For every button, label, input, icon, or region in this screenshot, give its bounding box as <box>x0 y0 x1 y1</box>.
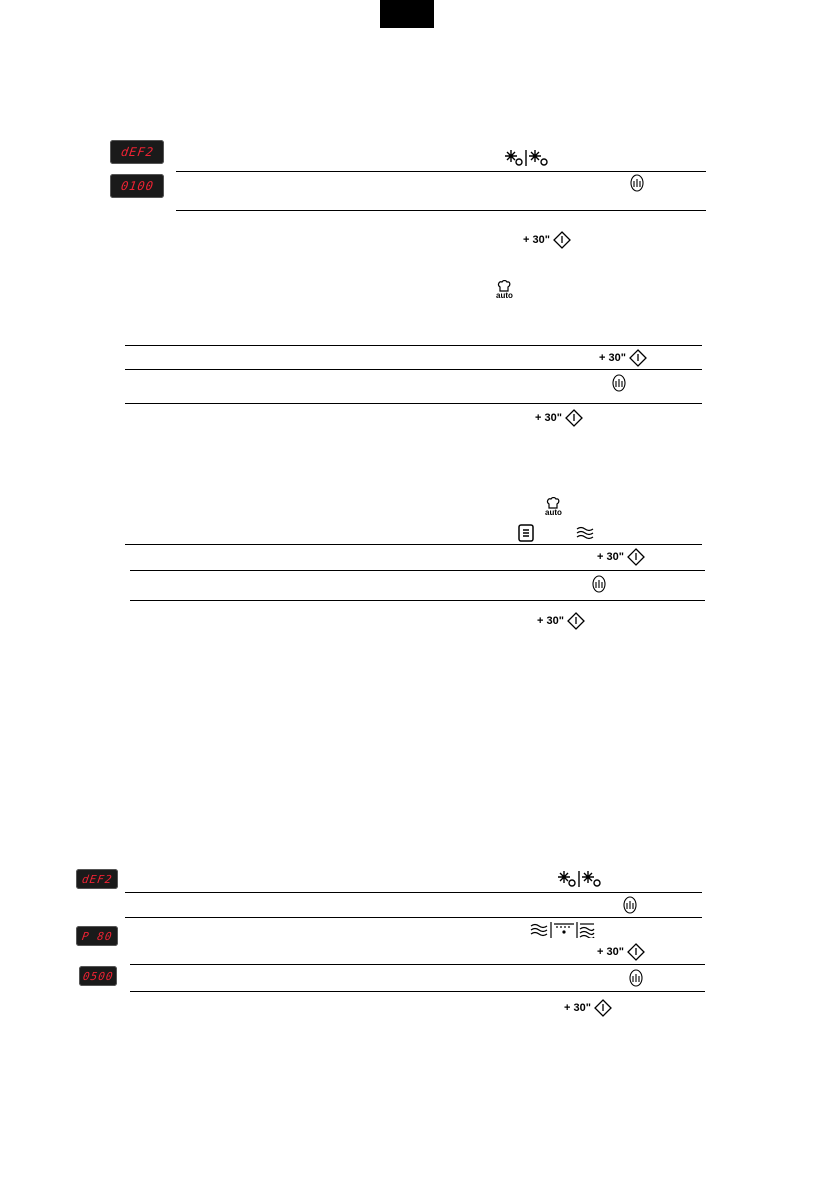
hand-dial-icon[interactable] <box>592 575 606 593</box>
plus30-start[interactable]: + 30" <box>523 231 571 249</box>
lcd-display-def: dEF2 <box>110 140 164 164</box>
plus30-start[interactable]: + 30" <box>597 943 645 961</box>
hand-dial-icon[interactable] <box>612 374 626 392</box>
auto-chef-icon[interactable]: auto <box>545 497 562 517</box>
page-tab <box>380 0 434 28</box>
divider <box>130 600 705 601</box>
defrost-icons[interactable] <box>504 150 558 166</box>
plus30-start[interactable]: + 30" <box>537 612 585 630</box>
divider <box>125 369 702 370</box>
menu-icon[interactable] <box>518 524 534 542</box>
plus30-start[interactable]: + 30" <box>599 349 647 367</box>
divider <box>125 892 702 893</box>
divider <box>130 570 705 571</box>
divider <box>176 171 706 172</box>
lcd-display-power: P 80 <box>76 926 118 946</box>
plus30-start[interactable]: + 30" <box>564 999 612 1017</box>
divider <box>130 964 705 965</box>
hand-dial-icon[interactable] <box>630 174 644 192</box>
microwave-waves-icon[interactable] <box>576 526 594 540</box>
lcd-display-time: 0500 <box>79 966 117 986</box>
divider <box>125 345 702 346</box>
plus30-start[interactable]: + 30" <box>597 548 645 566</box>
hand-dial-icon[interactable] <box>623 896 637 914</box>
auto-chef-icon[interactable]: auto <box>496 280 513 300</box>
divider <box>125 403 702 404</box>
plus30-start[interactable]: + 30" <box>535 409 583 427</box>
divider <box>130 991 705 992</box>
divider <box>176 210 706 211</box>
divider <box>125 544 702 545</box>
defrost-icons[interactable] <box>557 871 611 887</box>
hand-dial-icon[interactable] <box>629 969 643 987</box>
lcd-display-def: dEF2 <box>76 869 118 889</box>
lcd-display-time: 0100 <box>110 174 164 198</box>
mode-icons[interactable] <box>530 922 596 938</box>
divider <box>125 917 702 918</box>
